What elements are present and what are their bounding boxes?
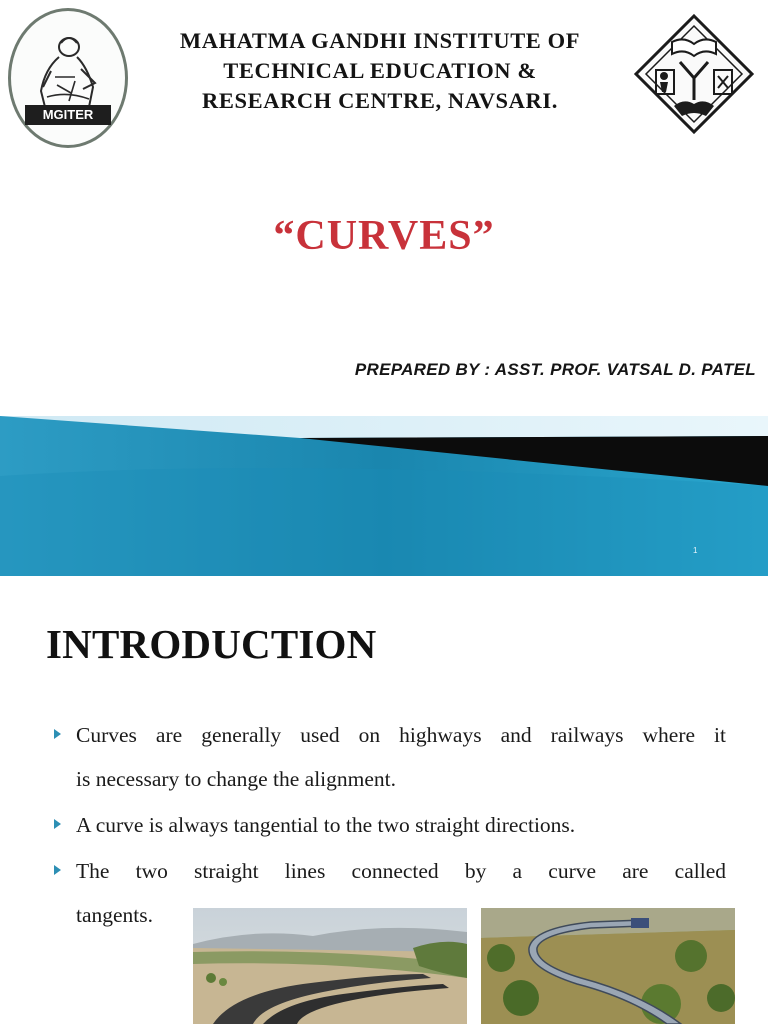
bullet-item bbox=[50, 802, 726, 848]
bullet-continuation: tangents. bbox=[76, 903, 154, 927]
bullet-list bbox=[50, 712, 726, 938]
introduction-slide bbox=[0, 576, 768, 1024]
institute-emblem-icon bbox=[632, 12, 756, 136]
institute-line-2: TECHNICAL EDUCATION & bbox=[223, 58, 537, 83]
bullet-item bbox=[50, 848, 726, 894]
slide-number: 1 bbox=[693, 546, 698, 555]
highway-curve-photo bbox=[193, 908, 467, 1024]
bullet-text: Curves are generally used on highways and railways where it bbox=[76, 723, 726, 747]
bullet-continuation: is necessary to change the alignment. bbox=[76, 767, 397, 791]
slide-heading: INTRODUCTION bbox=[46, 621, 377, 667]
decorative-banner bbox=[0, 416, 768, 576]
bullet-text: A curve is always tangential to the two straight directions. bbox=[76, 813, 576, 837]
bullet-item bbox=[50, 712, 726, 758]
institute-line-3: RESEARCH CENTRE, NAVSARI. bbox=[202, 88, 558, 113]
logo-label: MGITER bbox=[42, 107, 94, 122]
bullet-arrow-icon bbox=[54, 729, 61, 739]
bullet-text: The two straight lines connected by a curve are called bbox=[76, 859, 726, 883]
presentation-title: “CURVES” bbox=[273, 213, 495, 259]
institute-name bbox=[140, 26, 620, 116]
bullet-arrow-icon bbox=[54, 865, 61, 875]
bullet-arrow-icon bbox=[54, 819, 61, 829]
institute-line-1: MAHATMA GANDHI INSTITUTE OF bbox=[179, 28, 581, 53]
prepared-by: PREPARED BY : ASST. PROF. VATSAL D. PATEL bbox=[354, 360, 756, 379]
mgiter-logo bbox=[8, 8, 128, 148]
railway-curve-photo bbox=[481, 908, 735, 1024]
